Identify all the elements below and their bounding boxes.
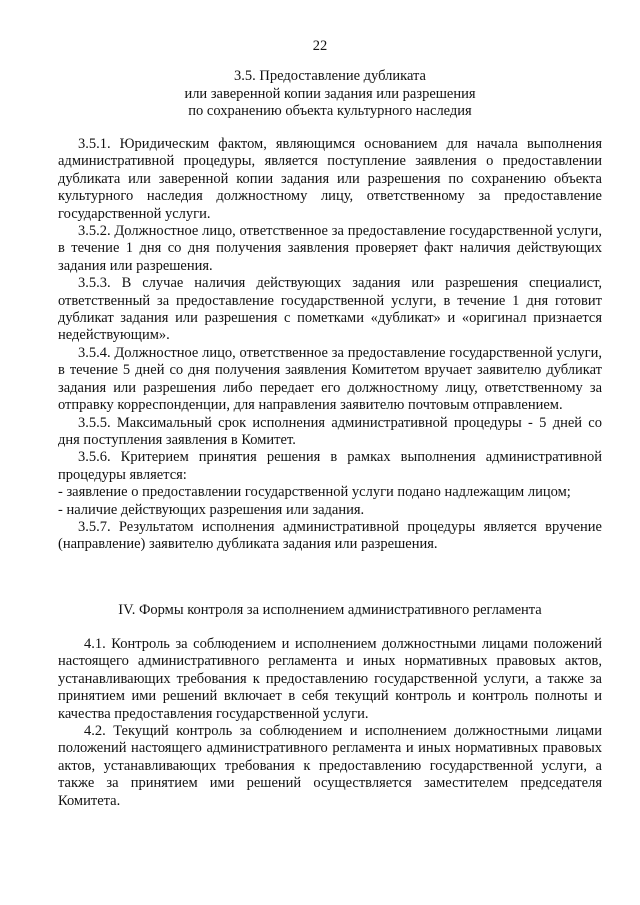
page-number: 22	[312, 38, 328, 54]
paragraph-3-5-6: 3.5.6. Критерием принятия решения в рамках выполнения административной процедуры является:	[58, 449, 602, 483]
section-4-body	[58, 636, 602, 810]
paragraph-3-5-5: 3.5.5. Максимальный срок исполнения административной процедуры - 5 дней со дня поступления заявления в Комитет.	[58, 414, 602, 448]
paragraph-3-5-3: 3.5.3. В случае наличия действующих задания или разрешения специалист, ответственный за предоставление государственной услуги, в течение 1 дня готовит дубликат задания или разрешения с пометками «дубликат» и «оригинал признается недействующим».	[58, 275, 602, 344]
section-4-title: IV. Формы контроля за исполнением административного регламента	[118, 602, 542, 618]
paragraph-3-5-7: 3.5.7. Результатом исполнения административной процедуры является вручение (направление) заявителю дубликата задания или разрешения.	[58, 518, 602, 553]
section-3-5-body	[58, 136, 602, 554]
paragraph-3-5-4: 3.5.4. Должностное лицо, ответственное за предоставление государственной услуги, в течение 5 дней со дня получения заявления Комитетом вручает заявителю дубликат задания или разрешения либо передает его должностному лицу, ответственному за отправку корреспонденции, для направления заявителю почтовым отправлением.	[58, 344, 602, 414]
section-heading-line: по сохранению объекта культурного наследия	[188, 103, 472, 119]
section-heading-line: 3.5. Предоставление дубликата	[234, 68, 426, 84]
list-item-criterion: - заявление о предоставлении государственной услуги подано надлежащим лицом;	[58, 484, 571, 501]
paragraph-4-1: 4.1. Контроль за соблюдением и исполнением должностными лицами положений настоящего административного регламента и иных нормативных правовых актов, устанавливающих требования к предоставлению государственной услуги, а также за принятием ими решений включает в себя текущий контроль и контроль полноты и качества предоставления государственной услуги.	[58, 636, 602, 722]
list-item-criterion: - наличие действующих разрешения или задания.	[58, 501, 365, 518]
section-heading-line: или заверенной копии задания или разрешения	[184, 85, 476, 102]
paragraph-4-2: 4.2. Текущий контроль за соблюдением и исполнением должностными лицами положений настоящего административного регламента и иных нормативных правовых актов, устанавливающих требования к предоставлению государственной услуги, а также за принятием ими решений осуществляется заместителем председателя Комитета.	[58, 723, 602, 809]
paragraph-3-5-2: 3.5.2. Должностное лицо, ответственное за предоставление государственной услуги, в течение 1 дня со дня получения заявления проверяет факт наличия действующих задания или разрешения.	[58, 223, 602, 274]
section-3-5-heading	[60, 68, 600, 121]
paragraph-3-5-1: 3.5.1. Юридическим фактом, являющимся основанием для начала выполнения административной процедуры, является поступление заявления о предоставлении дубликата или заверенной копии задания или разрешения по сохранению объекта культурного наследия должностному лицу, ответственному за предоставление государственной услуги.	[58, 136, 602, 222]
